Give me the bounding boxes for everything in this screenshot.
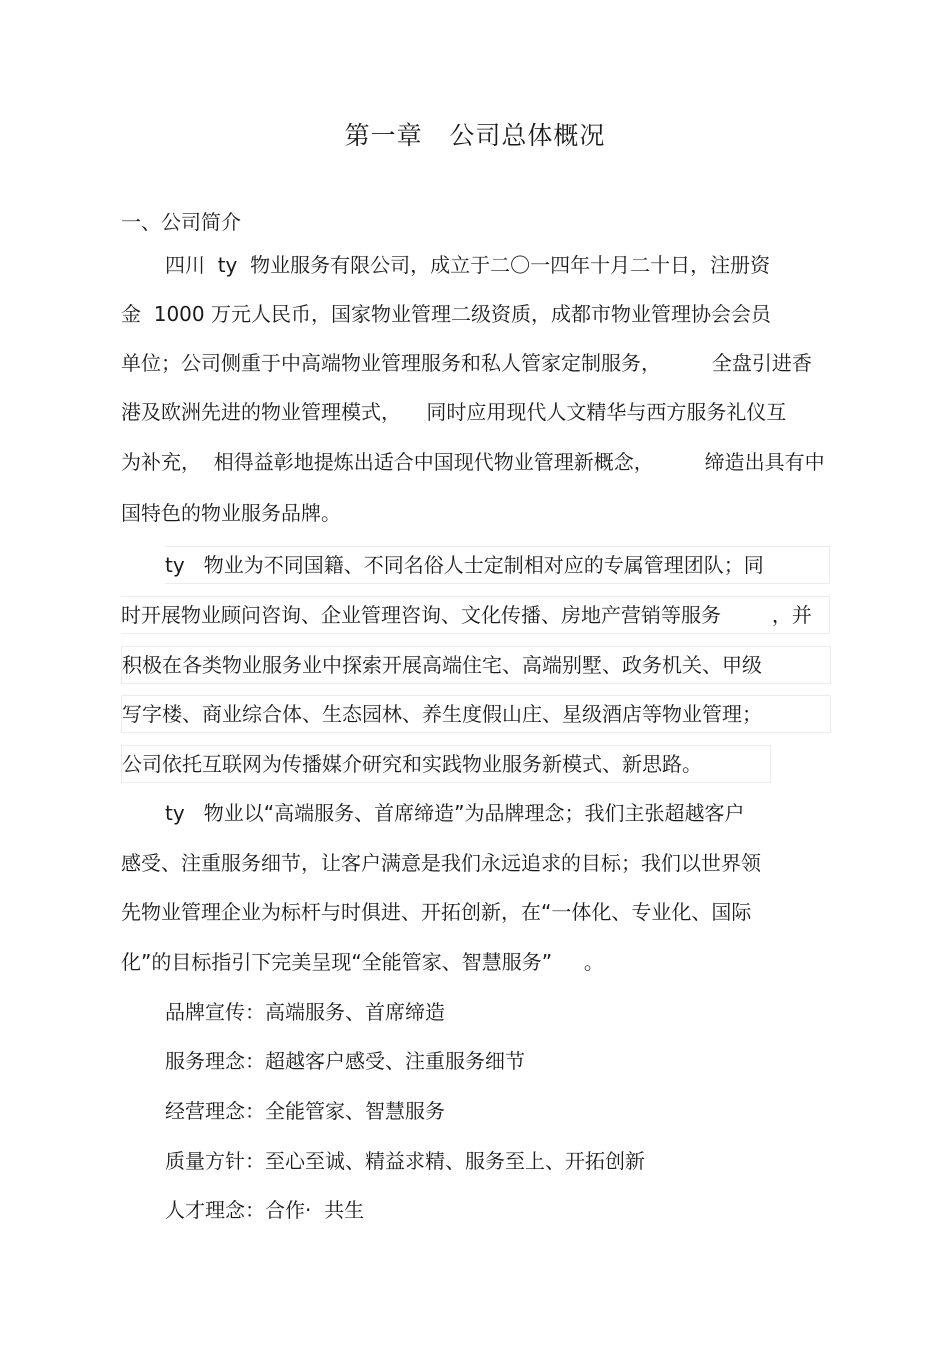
motto-brand-promotion: 品牌宣传：高端服务、首席缔造 (165, 1000, 445, 1024)
motto-quality-policy: 质量方针：至心至诚、精益求精、服务至上、开拓创新 (165, 1149, 645, 1173)
chapter-title: 第一章 公司总体概况 (344, 121, 606, 150)
motto-business-philosophy: 经营理念：全能管家、智慧服务 (165, 1099, 445, 1123)
motto-talent-philosophy: 人才理念：合作· 共生 (165, 1198, 365, 1222)
paragraph-line: ty 物业以“高端服务、首席缔造”为品牌理念；我们主张超越客户 (165, 801, 745, 825)
motto-service-philosophy: 服务理念：超越客户感受、注重服务细节 (165, 1049, 525, 1073)
paragraph-line: 先物业管理企业为标杆与时俱进、开拓创新，在“一体化、专业化、国际 (121, 900, 752, 924)
paragraph-line: 感受、注重服务细节，让客户满意是我们永远追求的目标；我们以世界领 (121, 851, 761, 875)
paragraph-line: 积极在各类物业服务业中探索开展高端住宅、高端别墅、政务机关、甲级 (121, 646, 831, 684)
paragraph-line: 公司依托互联网为传播媒介研究和实践物业服务新模式、新思路。 (121, 745, 771, 783)
paragraph-line: 时开展物业顾问咨询、企业管理咨询、文化传播、房地产营销等服务 ，并 (121, 596, 830, 634)
paragraph-line: 写字楼、商业综合体、生态园林、养生度假山庄、星级酒店等物业管理； (121, 695, 831, 733)
paragraph-line: 港及欧洲先进的物业管理模式， 同时应用现代人文精华与西方服务礼仪互 (121, 400, 787, 424)
paragraph-line: 化”的目标指引下完美呈现“全能管家、智慧服务” 。 (121, 950, 604, 974)
paragraph-line: 金 1000 万元人民币，国家物业管理二级资质，成都市物业管理协会会员 (121, 302, 771, 326)
paragraph-line: 四川 ty 物业服务有限公司，成立于二〇一四年十月二十日，注册资 (165, 253, 771, 277)
paragraph-line: 为补充， 相得益彰地提炼出适合中国现代物业管理新概念， 缔造出具有中 (121, 450, 825, 474)
paragraph-line: 单位；公司侧重于中高端物业管理服务和私人管家定制服务， 全盘引进香 (121, 351, 812, 375)
paragraph-line: ty 物业为不同国籍、不同名俗人士定制相对应的专属管理团队；同 (165, 546, 830, 584)
section-heading: 一、公司简介 (121, 210, 241, 234)
paragraph-line: 国特色的物业服务品牌。 (121, 501, 341, 525)
